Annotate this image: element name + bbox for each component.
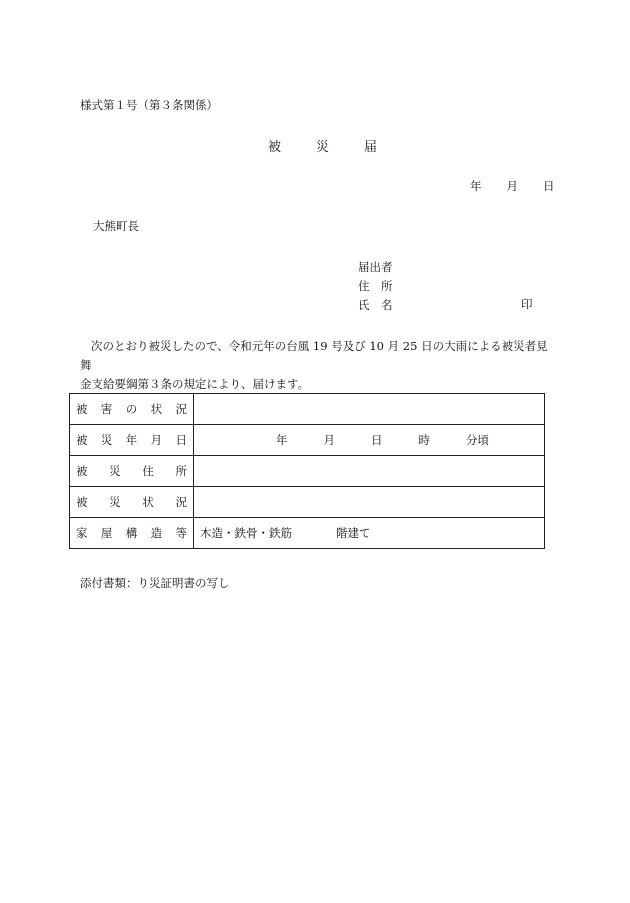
applicant-heading: 届出者	[358, 260, 393, 274]
unit-hour: 時	[418, 433, 430, 447]
date-unit-day: 日	[543, 179, 555, 193]
disaster-date-field[interactable]	[194, 425, 545, 456]
unit-day: 日	[371, 433, 383, 447]
title-char: 届	[364, 140, 379, 155]
body-line-1: 次のとおり被災したので、令和元年の台風 19 号及び 10 月 25 日の大雨による被災者見舞	[80, 339, 548, 372]
row-label: 被 災 年 月 日	[70, 425, 194, 456]
unit-month: 月	[323, 433, 335, 447]
body-line-2: 金支給要綱第３条の規定により、届けます。	[80, 377, 310, 391]
date-unit-year: 年	[470, 179, 482, 193]
table-row	[70, 487, 545, 518]
table-row	[70, 456, 545, 487]
row-label: 被 災 住 所	[70, 456, 194, 487]
damage-report-table	[69, 393, 545, 549]
title-char: 被	[268, 140, 283, 155]
disaster-condition-field[interactable]	[194, 487, 545, 518]
date-unit-month: 月	[506, 179, 518, 193]
table-row	[70, 394, 545, 425]
row-label: 家 屋 構 造 等	[70, 518, 194, 549]
submission-date	[470, 178, 555, 194]
damage-status-field[interactable]	[194, 394, 545, 425]
table-row	[70, 425, 545, 456]
seal-mark: 印	[521, 297, 533, 311]
title-char: 災	[316, 140, 331, 155]
floors-suffix: 階建て	[336, 526, 371, 540]
attachment-note: 添付書類：り災証明書の写し	[80, 576, 230, 590]
unit-year: 年	[276, 433, 288, 447]
addressee: 大熊町長	[93, 219, 139, 233]
row-label: 被 害 の 状 況	[70, 394, 194, 425]
row-label: 被 災 状 況	[70, 487, 194, 518]
body-paragraph	[80, 337, 550, 394]
address-label: 住 所	[358, 279, 393, 293]
form-number: 様式第１号（第３条関係）	[80, 98, 218, 112]
table-row	[70, 518, 545, 549]
name-label: 氏 名	[358, 298, 393, 312]
structure-options: 木造・鉄骨・鉄筋	[200, 526, 292, 540]
disaster-address-field[interactable]	[194, 456, 545, 487]
applicant-block	[358, 258, 393, 315]
unit-minute: 分頃	[466, 433, 489, 447]
document-title	[268, 136, 378, 155]
house-structure-field[interactable]	[194, 518, 545, 549]
